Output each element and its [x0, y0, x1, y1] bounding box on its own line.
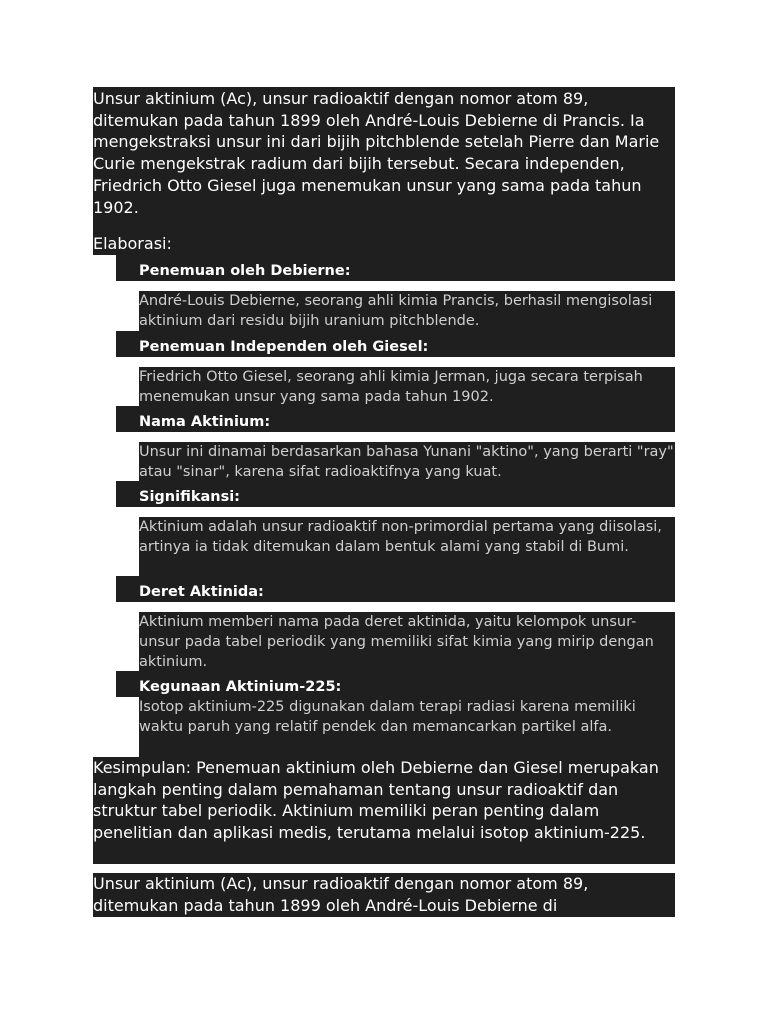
list-item-heading-row [99, 576, 675, 602]
list-item-heading: Penemuan oleh Debierne: [139, 263, 351, 279]
elaborasi-label: Elaborasi: [93, 234, 172, 253]
bullet-marker: • [99, 483, 110, 502]
intro-paragraph-block [93, 87, 675, 228]
bullet-marker: • [99, 408, 110, 427]
conclusion-block [93, 757, 675, 864]
list-item-heading-row [99, 671, 675, 697]
list-item-body: Aktinium memberi nama pada deret aktinida, yaitu kelompok unsur-unsur pada tabel periodik yang memiliki sifat kimia yang mirip dengan aktinium. [139, 612, 675, 671]
list-item-heading-row [99, 255, 675, 281]
list-item-heading-row [99, 331, 675, 357]
list-item-body: André-Louis Debierne, seorang ahli kimia Prancis, berhasil mengisolasi aktinium dari residu bijih uranium pitchblende. [139, 291, 675, 331]
list-item-heading: Signifikansi: [139, 489, 240, 505]
repeated-intro-paragraph: Unsur aktinium (Ac), unsur radioaktif dengan nomor atom 89, ditemukan pada tahun 1899 oleh André-Louis Debierne di [93, 874, 589, 915]
bullet-marker: • [99, 578, 110, 597]
bullet-marker: • [99, 673, 110, 692]
elaborasi-block [93, 233, 675, 255]
conclusion-paragraph: Kesimpulan: Penemuan aktinium oleh Debierne dan Giesel merupakan langkah penting dalam pemahaman tentang unsur radioaktif dan struktur tabel periodik. Aktinium memiliki peran penting dalam penelitian dan aplikasi medis, terutama melalui isotop aktinium-225. [93, 758, 659, 843]
list-item-body: Unsur ini dinamai berdasarkan bahasa Yunani "aktino", yang berarti "ray" atau "sinar", karena sifat radioaktifnya yang kuat. [139, 444, 674, 480]
list-item-heading: Deret Aktinida: [139, 584, 264, 600]
list-item-body: Friedrich Otto Giesel, seorang ahli kimia Jerman, juga secara terpisah menemukan unsur yang sama pada tahun 1902. [139, 367, 675, 406]
list-item-heading-row [99, 481, 675, 507]
repeated-intro-block [93, 873, 675, 917]
bullet-marker: • [99, 257, 110, 276]
intro-paragraph: Unsur aktinium (Ac), unsur radioaktif dengan nomor atom 89, ditemukan pada tahun 1899 oleh André-Louis Debierne di Prancis. Ia mengekstraksi unsur ini dari bijih pitchblende setelah Pierre dan Marie Curie mengekstrak radium dari bijih tersebut. Secara independen, Friedrich Otto Giesel juga menemukan unsur yang sama pada tahun 1902. [93, 89, 660, 217]
document-content [93, 87, 675, 917]
bullet-marker: • [99, 333, 110, 352]
list-item-body: Aktinium adalah unsur radioaktif non-primordial pertama yang diisolasi, artinya ia tidak ditemukan dalam bentuk alami yang stabil di Bumi. [139, 517, 675, 576]
elaboration-list [93, 255, 675, 757]
list-item-heading-row [99, 406, 675, 432]
list-item-heading: Nama Aktinium: [139, 414, 271, 430]
list-item-heading: Penemuan Independen oleh Giesel: [139, 339, 429, 355]
list-item-heading: Kegunaan Aktinium-225: [139, 679, 342, 695]
list-item-body: Isotop aktinium-225 digunakan dalam terapi radiasi karena memiliki waktu paruh yang relatif pendek dan memancarkan partikel alfa. [139, 697, 675, 757]
